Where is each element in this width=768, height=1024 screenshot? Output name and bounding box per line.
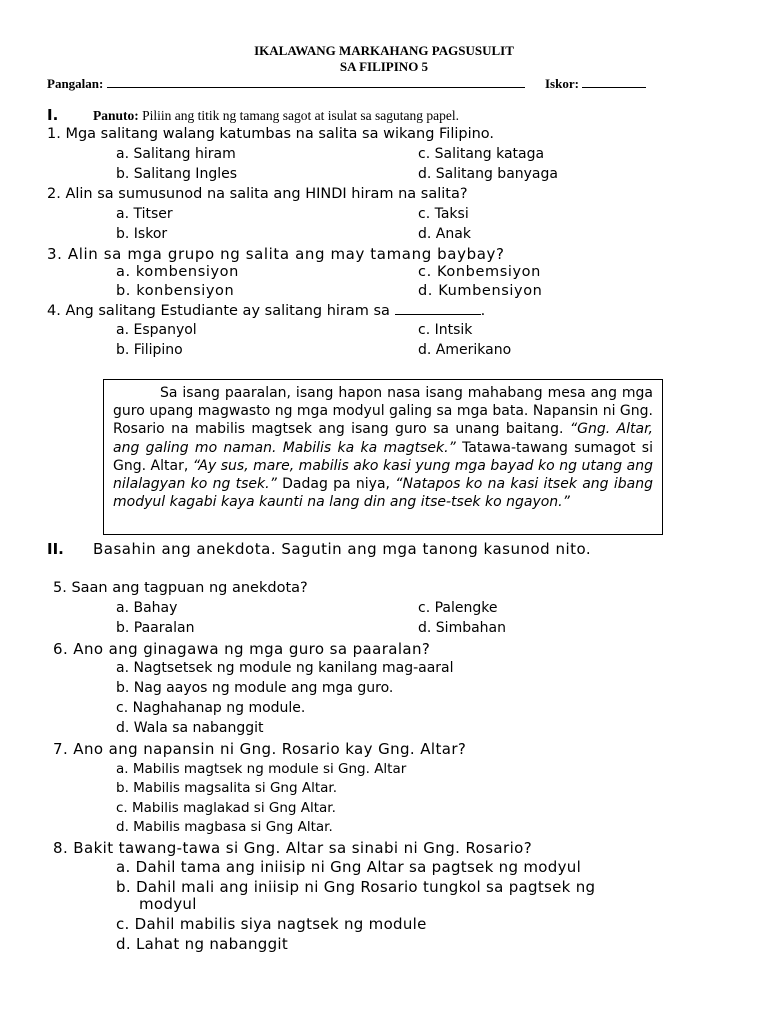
question-number: 7. bbox=[53, 740, 69, 758]
answer-blank[interactable] bbox=[395, 302, 481, 315]
q7-option-b: b. Mabilis magsalita si Gng Altar. bbox=[116, 780, 337, 796]
question-number: 4. bbox=[47, 303, 61, 319]
q2-option-d: d. Anak bbox=[418, 226, 471, 242]
q2-option-a: a. Titser bbox=[116, 206, 173, 222]
question-text: Saan ang tagpuan ng anekdota? bbox=[71, 580, 308, 596]
part1-directions bbox=[93, 108, 459, 124]
question-text: Ang salitang Estudiante ay salitang hiram sa bbox=[65, 303, 390, 319]
q8-option-a: a. Dahil tama ang iniisip ni Gng Altar sa pagtsek ng modyul bbox=[116, 858, 582, 876]
q2-option-b: b. Iskor bbox=[116, 226, 168, 242]
q5-option-b: b. Paaralan bbox=[116, 620, 195, 636]
quote-altar-2: “Natapos ko na kasi itsek ang ibang modyul kagabi kaya kaunti na lang din ang itse-tsek ko ngayon.” bbox=[113, 476, 653, 511]
directions-text: Piliin ang titik ng tamang sagot at isulat sa sagutang papel. bbox=[142, 108, 459, 123]
q3-option-d: d. Kumbensiyon bbox=[418, 283, 543, 299]
quote-altar-1: “Ay sus, mare, mabilis ako kasi yung mga bayad ko ng utang ang nilalagyan ko ng tsek.” bbox=[113, 457, 654, 493]
question-3 bbox=[47, 245, 505, 263]
q1-option-b: b. Salitang Ingles bbox=[116, 166, 237, 182]
q2-option-c: c. Taksi bbox=[418, 206, 469, 222]
q5-option-c: c. Palengke bbox=[418, 600, 498, 616]
question-5 bbox=[53, 580, 308, 596]
q6-option-b: b. Nag aayos ng module ang mga guro. bbox=[116, 680, 394, 696]
name-blank[interactable] bbox=[107, 75, 525, 88]
part1-numeral: I. bbox=[47, 106, 59, 124]
q5-option-d: d. Simbahan bbox=[418, 620, 506, 636]
directions-label: Panuto: bbox=[93, 108, 139, 123]
q3-option-a: a. kombensiyon bbox=[116, 264, 239, 280]
question-text: Alin sa mga grupo ng salita ang may tamang baybay? bbox=[67, 245, 505, 263]
passage-text: Sa isang paaralan, isang hapon nasa isang mahabang mesa ang mga guro upang magwasto ng mga modyul galing sa mga bata. Napansin ni Gng. Rosario na mabilis magtsek ang isang guro sa unang baitang. “Gng. Altar, ang galing mo naman. Mabilis ka ka magtsek.” Tatawa-tawang sumagot si Gng. Altar, “Ay sus, mare, mabilis ako kasi yung mga bayad ko ng utang ang nilalagyan ko ng tsek.” Dadag pa niya, “Natapos ko na kasi itsek ang ibang modyul kagabi kaya kaunti na lang din ang itse-tsek ko ngayon.” bbox=[113, 385, 654, 511]
score-row bbox=[545, 75, 646, 92]
q1-option-d: d. Salitang banyaga bbox=[418, 166, 558, 182]
score-label: Iskor: bbox=[545, 76, 579, 91]
q8-option-b-continued: modyul bbox=[139, 895, 197, 913]
q7-option-a: a. Mabilis magtsek ng module si Gng. Altar bbox=[116, 761, 407, 777]
question-7 bbox=[53, 740, 466, 758]
part2-directions: Basahin ang anekdota. Sagutin ang mga tanong kasunod nito. bbox=[93, 540, 592, 558]
quote-rosario: “Gng. Altar, ang galing mo naman. Mabilis ka ka magtsek.” bbox=[113, 421, 654, 456]
part2-numeral: II. bbox=[47, 540, 64, 558]
q7-option-c: c. Mabilis maglakad si Gng Altar. bbox=[116, 800, 336, 816]
name-label: Pangalan: bbox=[47, 76, 104, 91]
name-row bbox=[47, 75, 525, 92]
question-text: Ano ang napansin ni Gng. Rosario kay Gng. Altar? bbox=[73, 740, 467, 758]
question-4 bbox=[47, 302, 485, 319]
q8-option-c: c. Dahil mabilis siya nagtsek ng module bbox=[116, 915, 427, 933]
q4-option-b: b. Filipino bbox=[116, 342, 183, 358]
question-2 bbox=[47, 186, 468, 202]
q3-option-c: c. Konbemsiyon bbox=[418, 264, 541, 280]
q4-option-a: a. Espanyol bbox=[116, 322, 197, 338]
q6-option-c: c. Naghahanap ng module. bbox=[116, 700, 306, 716]
q6-option-d: d. Wala sa nabanggit bbox=[116, 720, 264, 736]
question-6 bbox=[53, 640, 430, 658]
question-text: Mga salitang walang katumbas na salita sa wikang Filipino. bbox=[65, 126, 495, 142]
exam-subtitle: SA FILIPINO 5 bbox=[339, 59, 429, 74]
question-text: Bakit tawang-tawa si Gng. Altar sa sinabi ni Gng. Rosario? bbox=[73, 839, 533, 857]
question-number: 5. bbox=[53, 580, 67, 596]
question-period: . bbox=[480, 303, 486, 319]
question-text: Alin sa sumusunod na salita ang HINDI hiram na salita? bbox=[65, 186, 468, 202]
question-text: Ano ang ginagawa ng mga guro sa paaralan? bbox=[73, 640, 431, 658]
q3-option-b: b. konbensiyon bbox=[116, 283, 235, 299]
q8-option-d: d. Lahat ng nabanggit bbox=[116, 935, 289, 953]
question-1 bbox=[47, 126, 494, 142]
q8-option-b: b. Dahil mali ang iniisip ni Gng Rosario tungkol sa pagtsek ng bbox=[116, 878, 596, 896]
question-number: 3. bbox=[47, 245, 63, 263]
question-number: 1. bbox=[47, 126, 61, 142]
q7-option-d: d. Mabilis magbasa si Gng Altar. bbox=[116, 819, 333, 835]
q5-option-a: a. Bahay bbox=[116, 600, 178, 616]
question-number: 8. bbox=[53, 839, 69, 857]
question-number: 6. bbox=[53, 640, 69, 658]
question-number: 2. bbox=[47, 186, 61, 202]
q6-option-a: a. Nagtsetsek ng module ng kanilang mag-aaral bbox=[116, 660, 454, 676]
exam-title: IKALAWANG MARKAHANG PAGSUSULIT bbox=[254, 43, 514, 58]
question-8 bbox=[53, 839, 532, 857]
score-blank[interactable] bbox=[582, 75, 646, 88]
q4-option-c: c. Intsik bbox=[418, 322, 473, 338]
q1-option-a: a. Salitang hiram bbox=[116, 146, 236, 162]
anecdote-passage bbox=[103, 379, 663, 535]
q4-option-d: d. Amerikano bbox=[418, 342, 512, 358]
q1-option-c: c. Salitang kataga bbox=[418, 146, 545, 162]
